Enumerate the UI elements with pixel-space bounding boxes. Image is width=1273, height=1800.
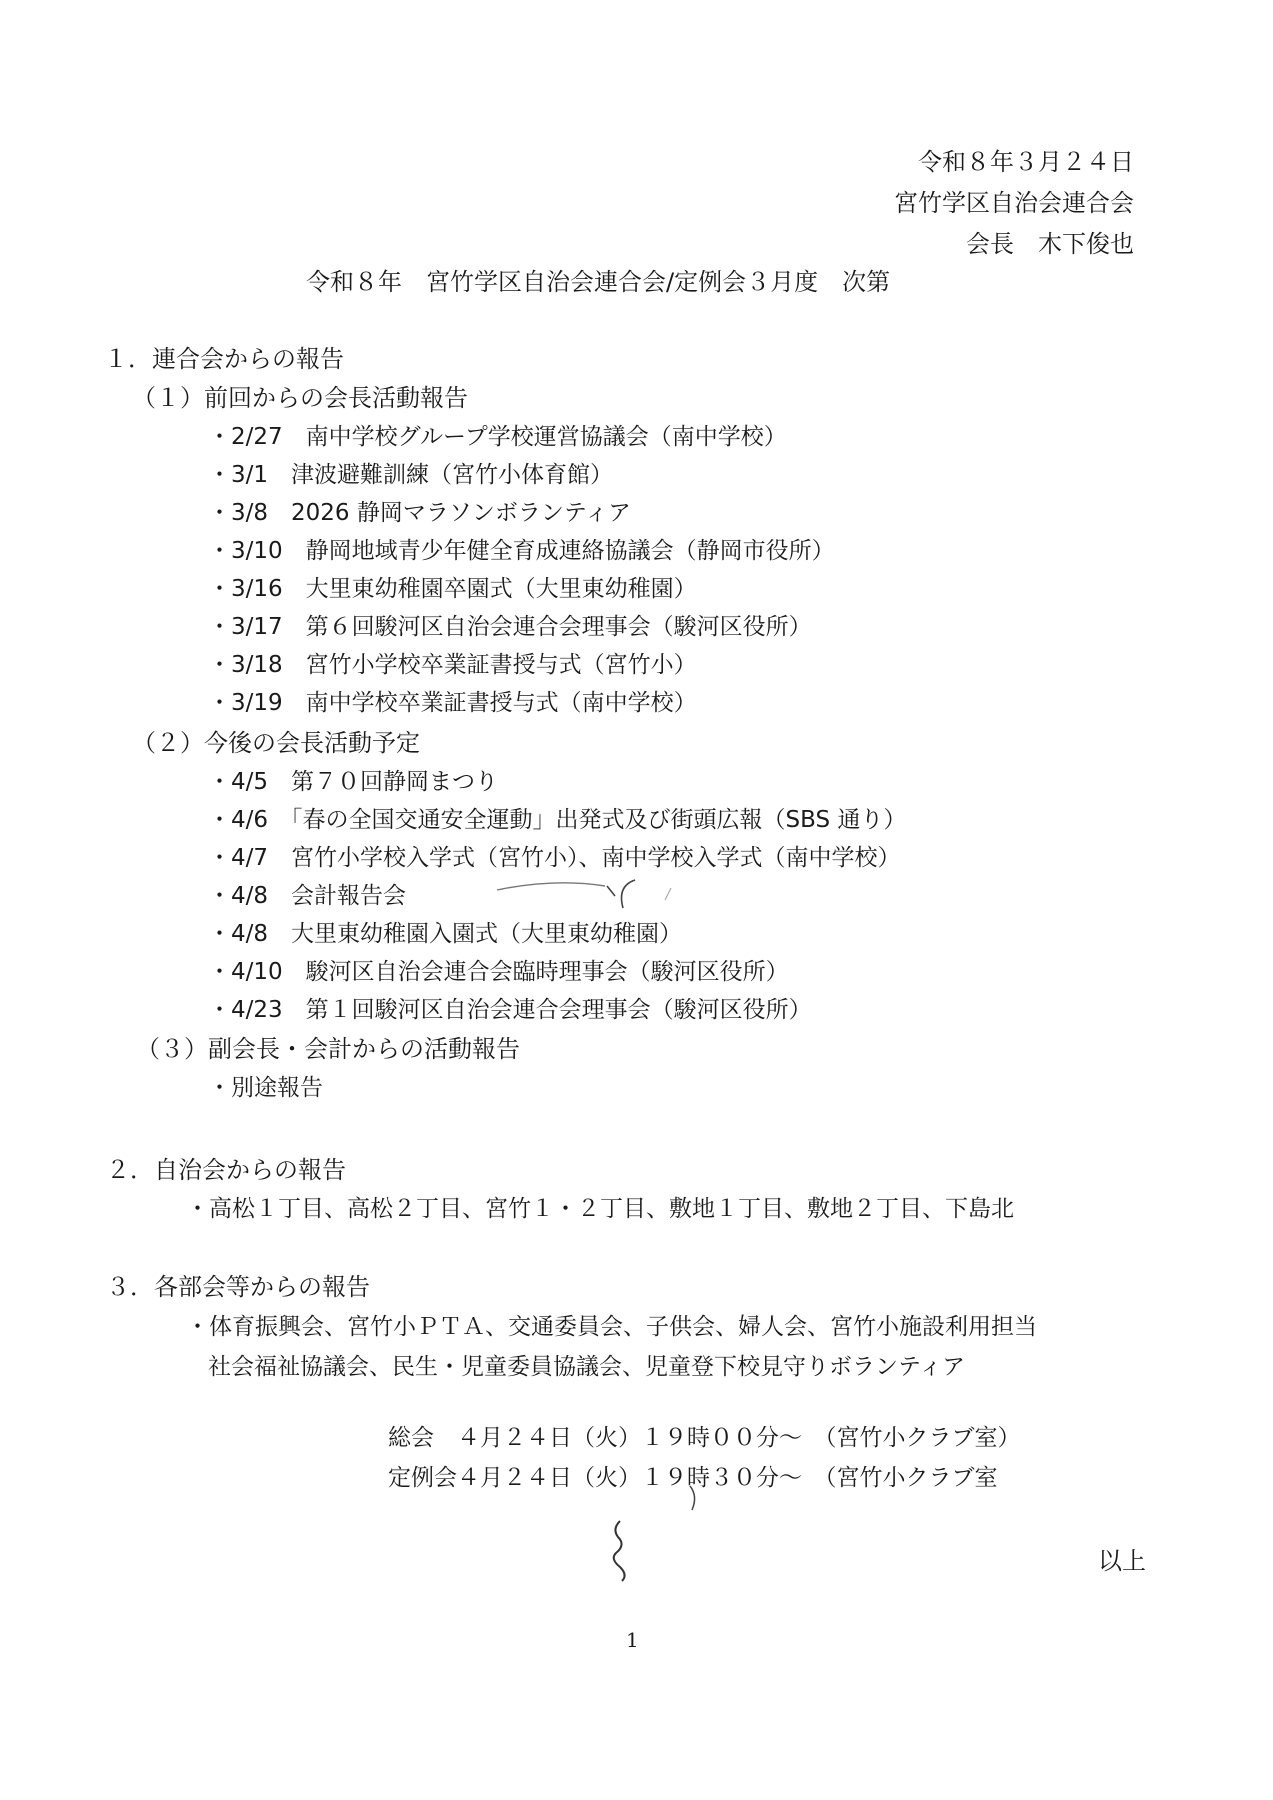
list-item: ・3/16 大里東幼稚園卒園式（大里東幼稚園）: [208, 576, 697, 602]
subsection-3-heading: （３）副会長・会計からの活動報告: [136, 1035, 520, 1063]
page-number: 1: [626, 1628, 639, 1652]
pen-mark: [495, 868, 685, 918]
list-item: ・2/27 南中学校グループ学校運営協議会（南中学校）: [208, 424, 787, 450]
document-date: 令和８年３月２４日: [918, 148, 1134, 176]
list-item: ・4/23 第１回駿河区自治会連合会理事会（駿河区役所）: [208, 997, 812, 1023]
list-item: ・4/5 第７０回静岡まつり: [208, 769, 499, 795]
list-item-continuation: 社会福祉協議会、民生・児童委員協議会、児童登下校見守りボランティア: [208, 1354, 966, 1380]
author-name: 会長 木下俊也: [966, 230, 1134, 258]
list-item: ・4/7 宮竹小学校入学式（宮竹小）、南中学校入学式（南中学校）: [208, 845, 901, 871]
section-2-heading: ２．自治会からの報告: [106, 1156, 346, 1184]
list-item: ・3/10 静岡地域青少年健全育成連絡協議会（静岡市役所）: [208, 538, 835, 564]
pen-mark: [684, 1484, 704, 1514]
list-item: ・3/1 津波避難訓練（宮竹小体育館）: [208, 462, 614, 488]
section-3-heading: ３．各部会等からの報告: [106, 1273, 370, 1301]
list-item: ・3/19 南中学校卒業証書授与式（南中学校）: [208, 690, 697, 716]
subsection-1-heading: （１）前回からの会長活動報告: [132, 384, 468, 412]
document-title: 令和８年 宮竹学区自治会連合会/定例会３月度 次第: [306, 268, 891, 296]
list-item: ・3/8 2026 静岡マラソンボランティア: [208, 500, 632, 526]
list-item: ・体育振興会、宮竹小ＰＴＡ、交通委員会、子供会、婦人会、宮竹小施設利用担当: [186, 1314, 1037, 1340]
general-meeting-schedule: 総会 ４月２４日（火）１９時００分～ （宮竹小クラブ室）: [388, 1425, 1021, 1451]
list-item: ・高松１丁目、高松２丁目、宮竹１・２丁目、敷地１丁目、敷地２丁目、下島北: [186, 1196, 1014, 1222]
list-item: ・別途報告: [208, 1075, 323, 1101]
list-item: ・4/8 大里東幼稚園入園式（大里東幼稚園）: [208, 921, 683, 947]
list-item: ・4/10 駿河区自治会連合会臨時理事会（駿河区役所）: [208, 959, 789, 985]
list-item: ・3/17 第６回駿河区自治会連合会理事会（駿河区役所）: [208, 614, 812, 640]
subsection-2-heading: （２）今後の会長活動予定: [132, 729, 420, 757]
list-item: ・4/6 「春の全国交通安全運動」出発式及び街頭広報（SBS 通り）: [208, 807, 907, 833]
regular-meeting-schedule: 定例会４月２４日（火）１９時３０分～ （宮竹小クラブ室: [388, 1465, 998, 1491]
section-1-heading: １．連合会からの報告: [104, 345, 344, 373]
closing-text: 以上: [1098, 1547, 1146, 1575]
list-item: ・3/18 宮竹小学校卒業証書授与式（宮竹小）: [208, 652, 697, 678]
list-item: ・4/8 会計報告会: [208, 883, 407, 909]
organization-name: 宮竹学区自治会連合会: [894, 189, 1134, 217]
pen-mark: [600, 1515, 650, 1585]
